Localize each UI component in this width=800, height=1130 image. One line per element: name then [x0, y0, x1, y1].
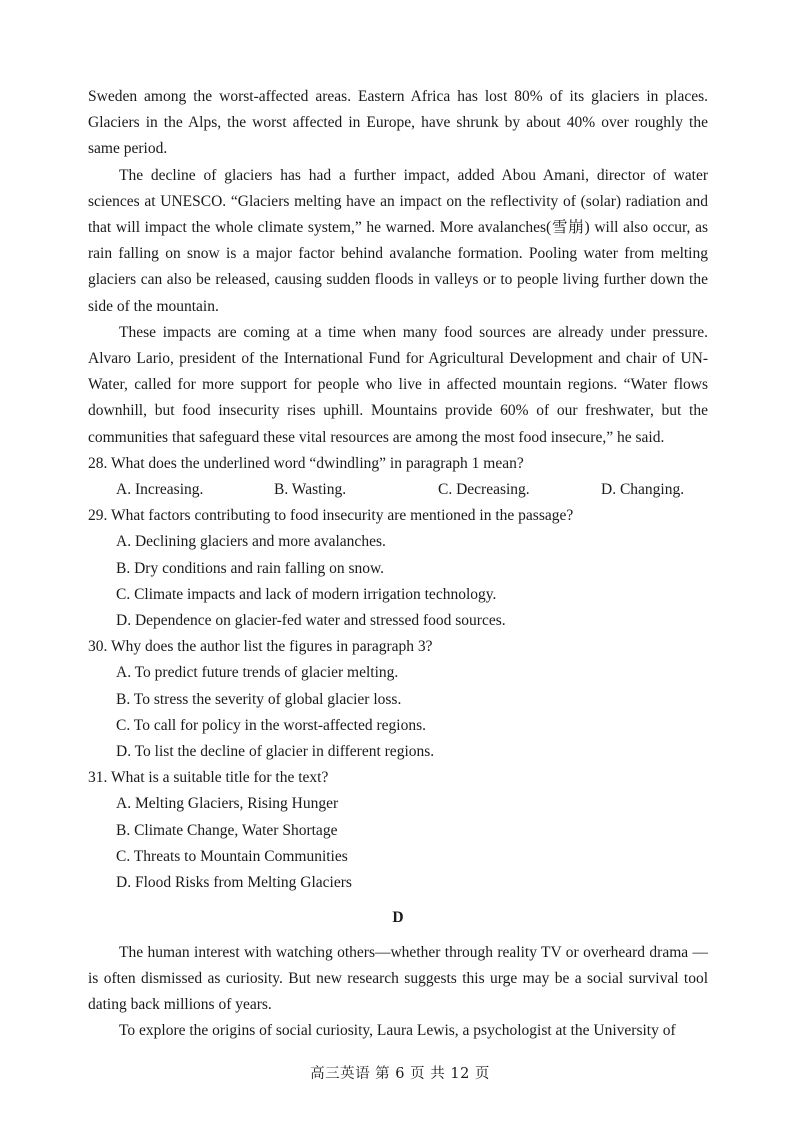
question-31-option-a: A. Melting Glaciers, Rising Hunger [116, 795, 339, 813]
exam-page [88, 84, 708, 1044]
question-31-stem: 31. What is a suitable title for the text? [88, 769, 329, 787]
question-30-stem: 30. Why does the author list the figures in paragraph 3? [88, 638, 433, 656]
page-footer: 高三英语 第 6 页 共 12 页 [310, 1066, 490, 1082]
question-30-option-b: B. To stress the severity of global glacier loss. [116, 690, 402, 708]
section-d-heading: D [392, 909, 404, 927]
question-28-option-b: B. Wasting. [274, 481, 347, 499]
section-d-paragraph-1: The human interest with watching others—whether through reality TV or overheard drama —is often dismissed as curiosity. But new research suggests this urge may be a social survival tool dating back millions of years. [88, 943, 708, 1013]
question-29-option-c: C. Climate impacts and lack of modern irrigation technology. [116, 585, 497, 603]
question-28-options [88, 477, 708, 503]
passage-c-paragraph-2: The decline of glaciers has had a further impact, added Abou Amani, director of water sciences at UNESCO. “Glaciers melting have an impact on the reflectivity of (solar) radiation and that will impact the whole climate system,” he warned. More avalanches(雪崩) will also occur, as rain falling on snow is a major factor behind avalanche formation. Pooling water from melting glaciers can also be released, causing sudden floods in valleys or to people living further down the side of the mountain. [88, 166, 708, 315]
question-31-option-b: B. Climate Change, Water Shortage [116, 821, 338, 839]
question-31-option-c: C. Threats to Mountain Communities [116, 847, 348, 865]
question-29-stem: 29. What factors contributing to food insecurity are mentioned in the passage? [88, 507, 574, 525]
question-29 [88, 503, 708, 634]
question-30-option-d: D. To list the decline of glacier in different regions. [116, 743, 435, 761]
question-30 [88, 634, 708, 765]
section-d-paragraph-2: To explore the origins of social curiosity, Laura Lewis, a psychologist at the University of [119, 1022, 676, 1040]
question-28-stem: 28. What does the underlined word “dwindling” in paragraph 1 mean? [88, 454, 524, 472]
passage-c-paragraph-1: Sweden among the worst-affected areas. Eastern Africa has lost 80% of its glaciers in places. Glaciers in the Alps, the worst affected in Europe, have shrunk by about 40% over roughly the same period. [88, 88, 708, 158]
question-30-option-a: A. To predict future trends of glacier melting. [116, 664, 399, 682]
question-31-option-d: D. Flood Risks from Melting Glaciers [116, 874, 352, 892]
question-31 [88, 765, 708, 896]
question-29-option-d: D. Dependence on glacier-fed water and stressed food sources. [116, 612, 506, 630]
question-30-option-c: C. To call for policy in the worst-affected regions. [116, 716, 426, 734]
question-28-option-c: C. Decreasing. [438, 481, 530, 499]
question-28-option-d: D. Changing. [601, 481, 685, 499]
passage-c-paragraph-3: These impacts are coming at a time when many food sources are already under pressure. Alvaro Lario, president of the International Fund for Agricultural Development and chair of UN-Water, called for more support for people who live in affected mountain regions. “Water flows downhill, but food insecurity rises uphill. Mountains provide 60% of our freshwater, but the communities that safeguard these vital resources are among the most food insecure,” he said. [88, 323, 708, 446]
question-29-option-b: B. Dry conditions and rain falling on snow. [116, 559, 385, 577]
question-28 [88, 451, 708, 503]
question-29-option-a: A. Declining glaciers and more avalanches. [116, 533, 386, 551]
question-28-option-a: A. Increasing. [116, 481, 204, 499]
